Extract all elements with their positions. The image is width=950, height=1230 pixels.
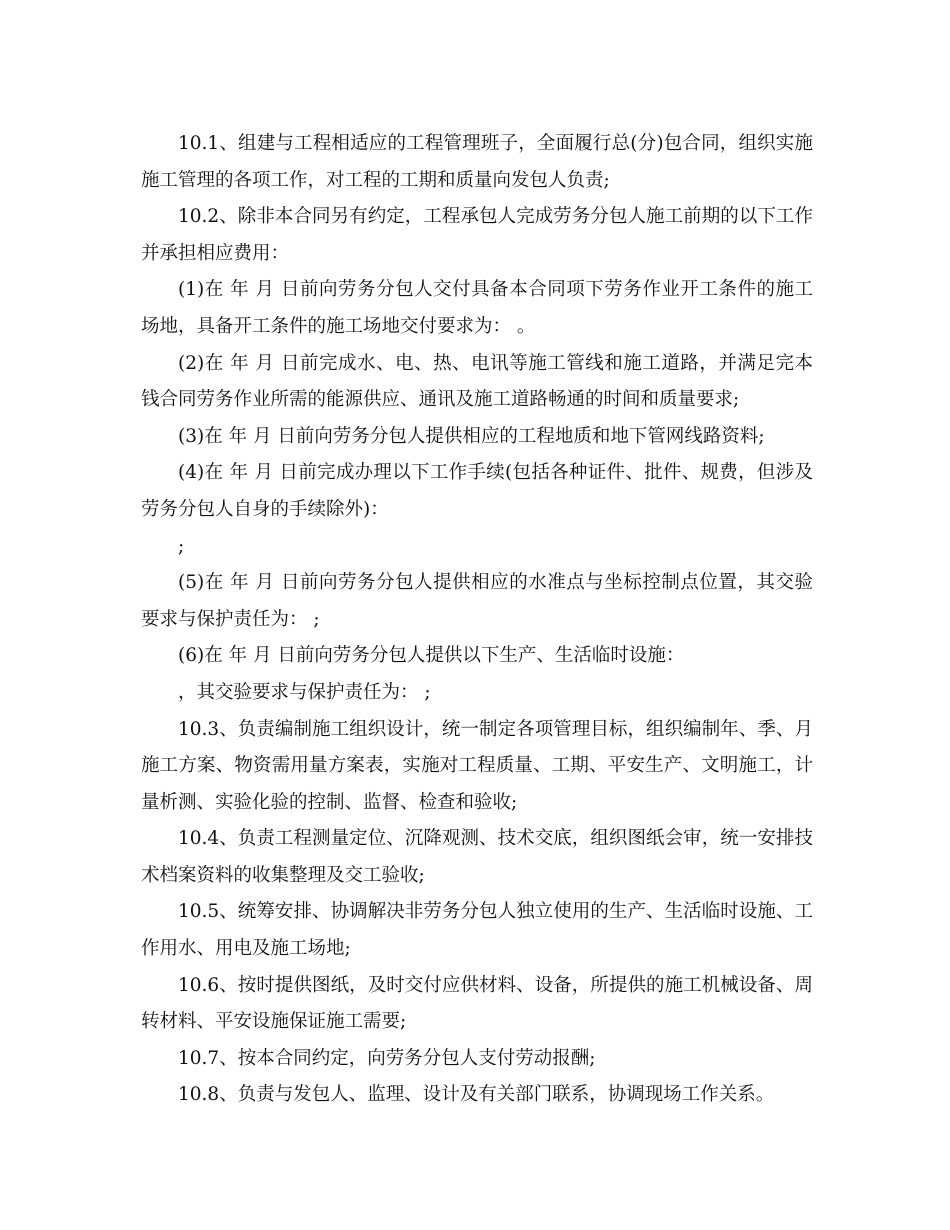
paragraph-10-2: 10.2、除非本合同另有约定，工程承包人完成劳务分包人施工前期的以下工作并承担相应费用： [141,206,813,264]
paragraph-blank-line: ; [178,535,185,557]
paragraph-10-8: 10.8、负责与发包人、监理、设计及有关部门联系，协调现场工作关系。 [178,1084,775,1106]
paragraph-item-6-continuation: ，其交验要求与保护责任为： ; [178,681,431,703]
paragraph-item-3: (3)在 年 月 日前向劳务分包人提供相应的工程地质和地下管网线路资料; [178,425,765,447]
paragraph-item-1: (1)在 年 月 日前向劳务分包人交付具备本合同项下劳务作业开工条件的施工场地，具备开工条件的施工场地交付要求为： 。 [141,279,813,337]
document-body [141,126,813,1114]
paragraph-item-2: (2)在 年 月 日前完成水、电、热、电讯等施工管线和施工道路，并满足完本钱合同劳务作业所需的能源供应、通讯及施工道路畅通的时间和质量要求; [141,352,813,411]
paragraph-10-4: 10.4、负责工程测量定位、沉降观测、技术交底，组织图纸会审，统一安排技术档案资料的收集整理及交工验收; [141,828,813,886]
paragraph-10-3: 10.3、负责编制施工组织设计，统一制定各项管理目标，组织编制年、季、月施工方案、物资需用量方案表，实施对工程质量、工期、平安生产、文明施工，计量析测、实验化验的控制、监督、检查和验收; [141,718,813,813]
paragraph-10-1: 10.1、组建与工程相适应的工程管理班子，全面履行总(分)包合同，组织实施施工管理的各项工作，对工程的工期和质量向发包人负责; [141,133,813,191]
paragraph-item-6: (6)在 年 月 日前向劳务分包人提供以下生产、生活临时设施： [178,645,685,667]
paragraph-item-5: (5)在 年 月 日前向劳务分包人提供相应的水准点与坐标控制点位置，其交验要求与保护责任为： ; [141,572,813,630]
paragraph-10-6: 10.6、按时提供图纸，及时交付应供材料、设备，所提供的施工机械设备、周转材料、平安设施保证施工需要; [141,974,813,1033]
paragraph-10-5: 10.5、统筹安排、协调解决非劳务分包人独立使用的生产、生活临时设施、工作用水、用电及施工场地; [141,901,813,960]
paragraph-item-4: (4)在 年 月 日前完成办理以下工作手续(包括各种证件、批件、规费，但涉及劳务分包人自身的手续除外)： [141,462,813,520]
paragraph-10-7: 10.7、按本合同约定，向劳务分包人支付劳动报酬; [178,1047,596,1069]
